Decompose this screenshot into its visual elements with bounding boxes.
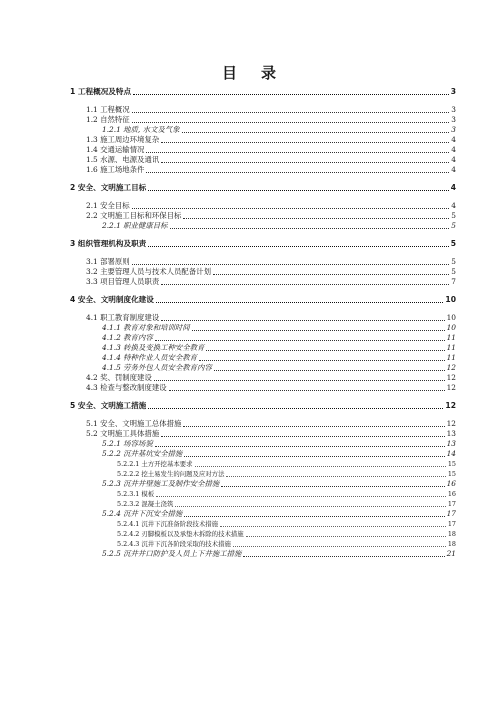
toc-entry-page-number: 15	[447, 460, 456, 468]
toc-entry[interactable]	[70, 165, 456, 175]
toc-entry[interactable]	[70, 383, 456, 393]
toc-entry-page-number: 7	[451, 277, 456, 286]
toc-entry[interactable]	[70, 343, 456, 353]
toc-entry-page-number: 16	[447, 490, 456, 498]
toc-entry-title: 2 安全、文明施工目标	[70, 183, 147, 192]
dot-leader	[156, 489, 446, 497]
toc-entry-title: 5.2.3.2 混凝土浇筑	[117, 500, 174, 508]
toc-entry-page-number: 13	[446, 439, 456, 448]
toc-entry-page-number: 14	[446, 449, 456, 458]
dot-leader	[183, 419, 444, 427]
toc-entry-title: 1.3 施工周边环境复杂	[86, 135, 160, 144]
dot-leader	[132, 115, 450, 123]
toc-entry-title: 5.2.4.3 沉井下沉各阶段采取的技术措施	[117, 540, 231, 548]
toc-entry-page-number: 5	[451, 257, 456, 266]
toc-entry[interactable]	[70, 221, 456, 231]
toc-entry[interactable]	[70, 125, 456, 135]
dot-leader	[161, 429, 444, 437]
toc-entry-title: 5.2.2 沉井基坑安全措施	[102, 449, 183, 458]
dot-leader	[132, 105, 450, 113]
toc-entry[interactable]	[70, 201, 456, 211]
dot-leader	[213, 267, 449, 275]
table-of-contents	[70, 87, 456, 559]
dot-leader	[133, 87, 449, 95]
toc-entry-title: 1.1 工程概况	[86, 105, 130, 114]
toc-entry[interactable]	[70, 489, 456, 499]
title-char-left: 目	[221, 64, 239, 82]
dot-leader	[214, 363, 445, 371]
dot-leader	[243, 549, 444, 557]
toc-entry[interactable]	[70, 529, 456, 539]
dot-leader	[220, 519, 446, 527]
toc-entry-page-number: 5	[450, 239, 456, 248]
toc-entry-title: 5.2.3.1 模板	[117, 490, 155, 498]
toc-entry-title: 1.5 水源、电源及通讯	[86, 155, 160, 164]
toc-entry-title: 4.1.1 教育对象和培训时间	[102, 323, 190, 332]
dot-leader	[161, 277, 449, 285]
toc-entry-page-number: 12	[446, 383, 456, 392]
toc-entry-title: 4.1.2 教育内容	[102, 333, 153, 342]
toc-entry-title: 5.2.1 场容场貌	[102, 439, 153, 448]
toc-entry-page-number: 10	[445, 295, 456, 304]
toc-entry-page-number: 4	[450, 183, 456, 192]
toc-entry-page-number: 17	[447, 500, 456, 508]
dot-leader	[146, 165, 449, 173]
toc-entry-page-number: 5	[451, 267, 456, 276]
toc-entry-page-number: 12	[446, 373, 456, 382]
toc-entry-title: 5.2.5 沉井井口防护及人员上下井施工措施	[102, 549, 242, 558]
toc-entry-title: 1.2 自然特征	[86, 115, 130, 124]
toc-entry[interactable]	[70, 295, 456, 305]
toc-entry[interactable]	[70, 479, 456, 489]
dot-leader	[221, 479, 444, 487]
toc-entry[interactable]	[70, 333, 456, 343]
toc-entry[interactable]	[70, 539, 456, 549]
toc-entry-page-number: 5	[451, 211, 456, 220]
toc-entry[interactable]	[70, 509, 456, 519]
toc-entry-page-number: 17	[446, 509, 456, 518]
toc-entry-title: 4.1.5 劳务外包人员安全教育内容	[102, 363, 212, 372]
toc-entry[interactable]	[70, 313, 456, 323]
toc-entry-page-number: 11	[446, 333, 456, 342]
dot-leader	[146, 145, 449, 153]
toc-entry-page-number: 16	[446, 479, 456, 488]
page-title	[0, 62, 500, 83]
toc-entry-page-number: 12	[446, 419, 456, 428]
toc-entry-title: 5.2 文明施工具体措施	[86, 429, 160, 438]
toc-entry-title: 5.2.2.2 挖土易发生的问题及应对方法	[117, 470, 225, 478]
toc-entry-page-number: 11	[446, 343, 456, 352]
toc-entry-title: 5.2.4.2 刃脚模板以及承垫木拆除的技术措施	[117, 530, 244, 538]
toc-entry-title: 4.3 检查与整改制度建设	[86, 383, 167, 392]
toc-entry[interactable]	[70, 115, 456, 125]
toc-entry[interactable]	[70, 211, 456, 221]
dot-leader	[199, 353, 445, 361]
toc-entry[interactable]	[70, 373, 456, 383]
toc-entry-title: 2.2 文明施工目标和环保目标	[86, 211, 182, 220]
toc-entry-title: 1.4 交通运输情况	[86, 145, 145, 154]
dot-leader	[156, 295, 444, 303]
toc-entry-page-number: 3	[451, 115, 456, 124]
toc-entry-page-number: 5	[451, 221, 456, 230]
dot-leader	[192, 323, 445, 331]
toc-entry-title: 5.2.4.1 沉井下沉准备阶段技术措施	[117, 520, 219, 528]
dot-leader	[161, 135, 449, 143]
toc-entry-page-number: 3	[451, 125, 456, 134]
toc-entry[interactable]	[70, 439, 456, 449]
toc-entry-page-number: 3	[450, 87, 456, 96]
toc-entry[interactable]	[70, 105, 456, 115]
dot-leader	[161, 155, 449, 163]
toc-entry-title: 2.2.1 职业健康目标	[102, 221, 168, 230]
toc-entry-page-number: 18	[447, 530, 456, 538]
toc-entry-title: 3 组织管理机构及职责	[70, 239, 147, 248]
toc-entry[interactable]	[70, 469, 456, 479]
toc-entry[interactable]	[70, 323, 456, 333]
dot-leader	[155, 333, 445, 341]
toc-entry[interactable]	[70, 459, 456, 469]
toc-entry[interactable]	[70, 267, 456, 277]
toc-entry-title: 5.2.3 沉井井壁施工及制作安全措施	[102, 479, 220, 488]
dot-leader	[148, 183, 448, 191]
dot-leader	[154, 373, 445, 381]
toc-entry-title: 1.2.1 地质, 水文及气象	[102, 125, 180, 134]
toc-entry-title: 1 工程概况及特点	[70, 87, 132, 96]
toc-entry[interactable]	[70, 277, 456, 287]
toc-entry-page-number: 17	[447, 520, 456, 528]
toc-entry-page-number: 3	[451, 105, 456, 114]
dot-leader	[132, 201, 450, 209]
dot-leader	[184, 509, 444, 517]
toc-entry-page-number: 12	[445, 401, 456, 410]
toc-entry[interactable]	[70, 239, 456, 249]
toc-entry[interactable]	[70, 135, 456, 145]
dot-leader	[170, 221, 450, 229]
toc-entry-page-number: 10	[446, 323, 456, 332]
toc-entry-page-number: 15	[447, 470, 456, 478]
dot-leader	[246, 529, 446, 537]
dot-leader	[233, 539, 446, 547]
dot-leader	[148, 239, 448, 247]
toc-entry-page-number: 18	[447, 540, 456, 548]
dot-leader	[148, 401, 443, 409]
toc-entry-page-number: 12	[446, 363, 456, 372]
toc-entry-page-number: 21	[446, 549, 456, 558]
toc-entry-title: 4.1.4 特种作业人员安全教育	[102, 353, 198, 362]
title-char-right: 录	[261, 64, 279, 82]
dot-leader	[195, 459, 446, 467]
toc-entry[interactable]	[70, 419, 456, 429]
toc-entry[interactable]	[70, 145, 456, 155]
toc-entry-page-number: 4	[451, 145, 456, 154]
toc-entry-title: 4.1.3 转换及变换工种安全教育	[102, 343, 205, 352]
toc-entry-title: 4.2 奖、罚制度建设	[86, 373, 152, 382]
dot-leader	[161, 313, 444, 321]
toc-entry-title: 3.2 主要管理人员与技术人员配备计划	[86, 267, 211, 276]
dot-leader	[132, 257, 450, 265]
toc-entry[interactable]	[70, 401, 456, 411]
toc-entry[interactable]	[70, 155, 456, 165]
toc-entry-title: 3.1 部署原则	[86, 257, 130, 266]
toc-entry-page-number: 11	[446, 353, 456, 362]
toc-entry-title: 5 安全、文明施工措施	[70, 401, 147, 410]
dot-leader	[183, 211, 449, 219]
toc-entry-page-number: 4	[451, 165, 456, 174]
toc-entry[interactable]	[70, 87, 456, 97]
toc-entry-title: 5.2.4 沉井下沉安全措施	[102, 509, 183, 518]
dot-leader	[182, 125, 450, 133]
toc-entry-title: 5.1 安全、文明施工总体措施	[86, 419, 182, 428]
toc-entry-title: 4.1 职工教育制度建设	[86, 313, 160, 322]
toc-entry-page-number: 13	[446, 429, 456, 438]
toc-entry[interactable]	[70, 499, 456, 509]
dot-leader	[175, 499, 446, 507]
toc-entry-title: 5.2.2.1 土方开挖基本要求	[117, 460, 193, 468]
toc-entry[interactable]	[70, 549, 456, 559]
toc-entry-page-number: 4	[451, 135, 456, 144]
toc-entry-title: 2.1 安全目标	[86, 201, 130, 210]
toc-entry-title: 3.3 项目管理人员职责	[86, 277, 160, 286]
dot-leader	[206, 343, 444, 351]
dot-leader	[184, 449, 444, 457]
toc-entry[interactable]	[70, 429, 456, 439]
dot-leader	[226, 469, 445, 477]
toc-entry[interactable]	[70, 449, 456, 459]
toc-entry-title: 1.6 施工场地条件	[86, 165, 145, 174]
toc-entry[interactable]	[70, 519, 456, 529]
dot-leader	[155, 439, 445, 447]
toc-entry[interactable]	[70, 257, 456, 267]
toc-entry-page-number: 10	[446, 313, 456, 322]
toc-entry[interactable]	[70, 183, 456, 193]
toc-entry-page-number: 4	[451, 155, 456, 164]
toc-entry-title: 4 安全、文明制度化建设	[70, 295, 154, 304]
dot-leader	[169, 383, 445, 391]
toc-entry[interactable]	[70, 353, 456, 363]
toc-entry-page-number: 4	[451, 201, 456, 210]
toc-entry[interactable]	[70, 363, 456, 373]
